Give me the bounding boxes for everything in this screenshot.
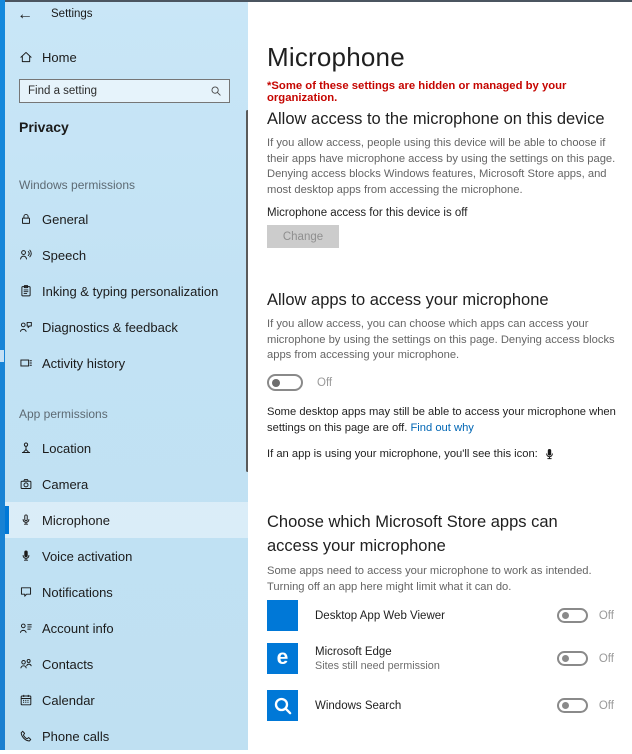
activity-history-icon [19,356,33,370]
microphone-settings-page [248,2,632,750]
toggle-knob [272,379,280,387]
sidebar-item-contacts[interactable] [5,646,248,682]
desktop-app-web-viewer-logo [267,600,298,631]
sidebar-item-label: Account info [42,620,114,636]
sidebar-item-label: Home [42,49,77,65]
sidebar-item-label: General [42,211,89,227]
sidebar-item-voice-activation[interactable] [5,538,248,574]
phone-icon [19,729,33,743]
app-access-toggle-state: Off [317,376,333,389]
sidebar-item-account-info[interactable] [5,610,248,646]
find-out-why-link[interactable]: Find out why [410,421,474,434]
sidebar-item-speech[interactable] [5,237,248,273]
desktop-artifact [0,350,4,362]
search-icon[interactable] [210,85,222,97]
sidebar-item-notifications[interactable] [5,574,248,610]
app-name: Desktop App Web Viewer [315,609,445,622]
toggle-state: Off [598,652,614,665]
inking-icon [19,284,33,298]
change-button[interactable]: Change [267,225,339,248]
app-name: Windows Search [315,699,402,712]
settings-sidebar [5,2,248,750]
account-info-icon [19,621,33,635]
mic-in-use-note-text: If an app is using your microphone, you'll see this icon: [267,448,538,460]
sidebar-item-inking-typing[interactable] [5,273,248,309]
windows-search-logo [267,690,298,721]
sidebar-item-camera[interactable] [5,466,248,502]
managed-by-organization-warning: *Some of these settings are hidden or managed by your organization. [267,80,567,104]
store-apps-description: Some apps need to access your microphone to work as intended. Turning off an app here might limit what it can do. [267,565,592,593]
location-icon [19,441,33,455]
app-subtitle: Sites still need permission [315,659,440,672]
sidebar-item-label: Microphone [42,512,110,528]
sidebar-item-label: Contacts [42,656,94,672]
app-access-description: If you allow access, you can choose which apps can access your microphone by using the settings on this page. Denying access blocks apps from accessing your microphone. [267,318,615,361]
search-glyph [272,695,294,717]
group-label-windows-permissions: Windows permissions [19,178,136,192]
page-title: Microphone [267,42,405,72]
camera-icon [19,477,33,491]
feedback-icon [19,320,33,334]
microphone-icon [19,513,33,527]
sidebar-item-label: Camera [42,476,89,492]
toggle-state: Off [598,699,614,712]
sidebar-item-diagnostics-feedback[interactable] [5,309,248,345]
app-access-heading: Allow apps to access your microphone [267,291,549,309]
group-label-app-permissions: App permissions [19,407,108,421]
microphone-in-use-icon [543,448,556,461]
sidebar-item-home[interactable] [5,39,248,75]
store-apps-heading: Choose which Microsoft Store apps can access your microphone [267,513,558,555]
mic-in-use-note [267,447,625,463]
speech-icon [19,248,33,262]
search-input[interactable] [20,85,210,97]
category-title: Privacy [19,119,69,135]
app-row-desktop-app-web-viewer [267,600,619,631]
windows-search-toggle[interactable] [557,698,588,713]
toggle-knob [562,655,569,662]
sidebar-item-label: Voice activation [42,548,133,564]
app-row-windows-search [267,690,619,721]
selected-accent-bar [5,506,9,534]
sidebar-item-label: Inking & typing personalization [42,283,219,299]
voice-activation-icon [19,549,33,563]
toggle-knob [562,612,569,619]
app-name: Microsoft Edge [315,645,392,658]
sidebar-item-phone-calls[interactable] [5,718,248,754]
sidebar-item-label: Diagnostics & feedback [42,319,178,335]
settings-search-box [19,79,230,103]
lock-icon [19,212,33,226]
desktop-apps-note-text: Some desktop apps may still be able to access your microphone when settings on this page are off. [267,406,616,434]
desktop-apps-note [267,405,625,436]
device-access-description: If you allow access, people using this device will be able to choose if their apps have microphone access by using the settings on this page. Denying access blocks Windows features, Microsoft Store apps, and most desktop apps from accessing the microphone. [267,137,616,196]
microsoft-edge-toggle[interactable] [557,651,588,666]
sidebar-item-label: Calendar [42,692,95,708]
toggle-state: Off [598,609,614,622]
sidebar-item-label: Speech [42,247,87,263]
home-icon [19,50,33,64]
window-title: Settings [51,8,93,20]
sidebar-item-activity-history[interactable] [5,345,248,381]
microsoft-edge-logo [267,643,298,674]
app-row-microsoft-edge [267,643,619,674]
sidebar-item-label: Activity history [42,355,126,371]
sidebar-item-label: Location [42,440,92,456]
sidebar-item-general[interactable] [5,201,248,237]
notifications-icon [19,585,33,599]
sidebar-item-microphone[interactable] [5,502,248,538]
toggle-knob [562,702,569,709]
sidebar-item-calendar[interactable] [5,682,248,718]
device-access-heading: Allow access to the microphone on this device [267,110,605,128]
edge-logo-letter: e [276,645,289,669]
sidebar-item-label: Notifications [42,584,113,600]
desktop-app-web-viewer-toggle[interactable] [557,608,588,623]
contacts-icon [19,657,33,671]
device-access-status: Microphone access for this device is off [267,207,468,219]
back-button[interactable]: ← [17,6,33,23]
sidebar-item-label: Phone calls [42,728,110,744]
calendar-icon [19,693,33,707]
sidebar-item-location[interactable] [5,430,248,466]
app-access-toggle[interactable] [267,374,303,391]
